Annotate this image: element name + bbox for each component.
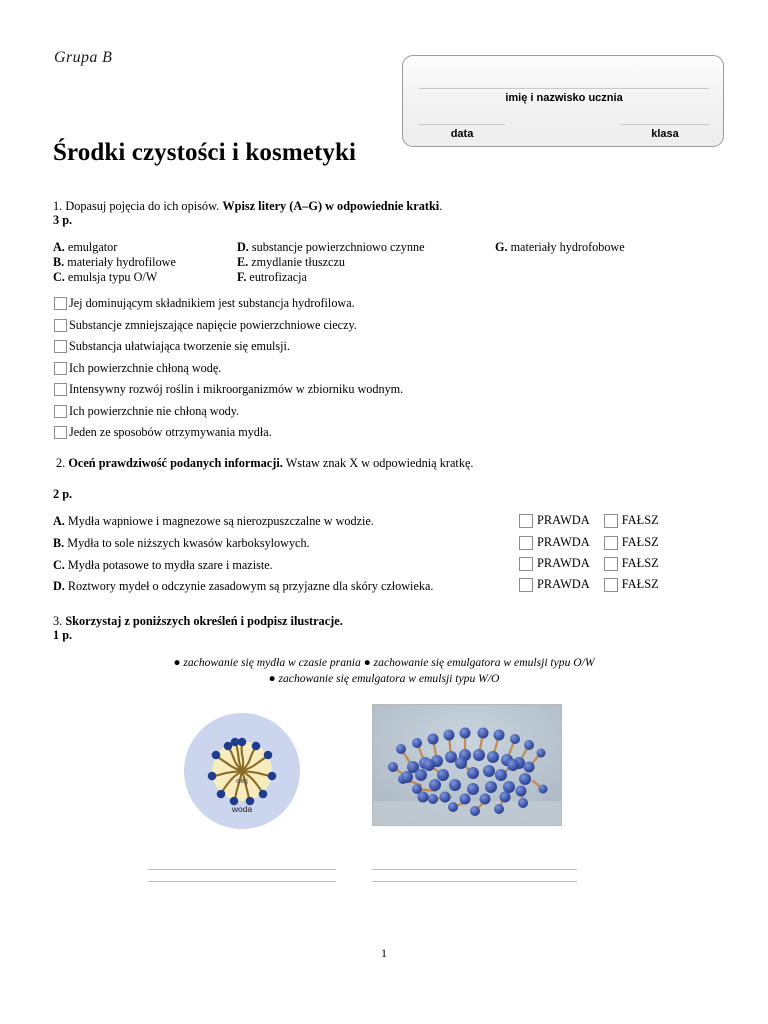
- q1-answer-checkbox-2[interactable]: [54, 319, 67, 332]
- q1-option-e-text: zmydlanie tłuszczu: [251, 255, 345, 269]
- q1-option-b-text: materiały hydrofilowe: [67, 255, 176, 269]
- answer-line-right-1[interactable]: [372, 869, 577, 870]
- q2-false-checkbox-a[interactable]: [604, 514, 618, 528]
- q2-true-label-d: PRAWDA: [537, 577, 590, 591]
- q1-description-text-2: Substancje zmniejszające napięcie powierzchniowe cieczy.: [69, 317, 357, 332]
- q1-answer-checkbox-5[interactable]: [54, 383, 67, 396]
- q2-statement-a-key: A.: [53, 514, 65, 528]
- q1-description-row: [54, 379, 403, 401]
- q2-statement-d-text: Roztwory mydeł o odczynie zasadowym są przyjazne dla skóry człowieka.: [67, 579, 434, 593]
- q2-answer-row-a: [519, 513, 673, 528]
- q2-statement-a: [53, 514, 374, 529]
- q1-description-text-5: Intensywny rozwój roślin i mikroorganizmów w zbiorniku wodnym.: [69, 382, 404, 397]
- q1-description-text-7: Jeden ze sposobów otrzymywania mydła.: [69, 425, 272, 440]
- group-label: Grupa B: [54, 49, 113, 66]
- q3-number: 3.: [53, 614, 63, 628]
- student-id-box: [402, 55, 724, 147]
- class-field-label: klasa: [651, 128, 679, 140]
- q2-true-checkbox-c[interactable]: [519, 557, 533, 571]
- q1-option-d: [237, 240, 425, 256]
- q2-false-label-a: FAŁSZ: [621, 513, 659, 527]
- answer-line-right-2[interactable]: [372, 881, 577, 882]
- q2-false-checkbox-b[interactable]: [604, 536, 618, 550]
- q1-option-g: [495, 240, 625, 256]
- q2-answer-row-c: [519, 556, 673, 571]
- q2-true-checkbox-a[interactable]: [519, 514, 533, 528]
- molecular-model-svg: [373, 705, 562, 826]
- q2-statement-c-text: Mydła potasowe to mydła szare i maziste.: [67, 558, 273, 572]
- date-field-label: data: [450, 128, 474, 140]
- q1-option-g-text: materiały hydrofobowe: [510, 240, 625, 254]
- q1-prompt-bold: Wpisz litery (A–G) w odpowiednie kratki: [222, 199, 440, 213]
- q1-description-row: [54, 401, 403, 423]
- name-write-line[interactable]: [419, 88, 709, 89]
- q1-description-text-4: Ich powierzchnie chłoną wodę.: [69, 360, 222, 375]
- q2-false-checkbox-c[interactable]: [604, 557, 618, 571]
- q1-option-f-text: eutrofizacja: [249, 270, 307, 284]
- q2-statement-d: [53, 579, 433, 594]
- bullet-icon: ●: [173, 656, 181, 669]
- date-write-line[interactable]: [419, 124, 505, 125]
- q2-true-label-a: PRAWDA: [537, 513, 590, 527]
- q1-points: 3 p.: [53, 213, 73, 227]
- q1-description-text-3: Substancja ułatwiająca tworzenie się emulsji.: [69, 339, 290, 354]
- q1-description-row: [54, 422, 403, 444]
- q2-true-checkbox-b[interactable]: [519, 536, 533, 550]
- micelle-svg: [184, 713, 300, 829]
- q2-number: 2.: [56, 456, 66, 470]
- q1-description-row: [54, 358, 403, 380]
- q1-description-row: [54, 293, 403, 315]
- q2-true-label-c: PRAWDA: [537, 556, 590, 570]
- q1-option-a: [53, 240, 117, 256]
- q1-answer-checkbox-7[interactable]: [54, 426, 67, 439]
- q3-choice-2: zachowanie się emulgatora w emulsji typu O/W: [373, 656, 595, 669]
- question-2-prompt: [56, 455, 474, 471]
- answer-line-left-2[interactable]: [148, 881, 336, 882]
- q2-answer-row-d: [519, 577, 673, 592]
- q3-points: 1 p.: [53, 628, 73, 642]
- q2-statement-c-key: C.: [53, 558, 65, 572]
- q1-description-text-1: Jej dominującym składnikiem jest substancja hydrofilowa.: [69, 296, 355, 311]
- answer-line-left-1[interactable]: [148, 869, 336, 870]
- q1-option-a-key: A.: [53, 240, 65, 254]
- q1-answer-checkbox-1[interactable]: [54, 297, 67, 310]
- question-3-prompt: [53, 613, 343, 629]
- bullet-icon: ●: [268, 672, 276, 685]
- q1-option-a-text: emulgator: [67, 240, 118, 254]
- q1-option-f: [237, 270, 307, 286]
- q2-statement-d-key: D.: [53, 579, 65, 593]
- q3-choice-1: zachowanie się mydła w czasie prania: [183, 656, 361, 669]
- q1-prompt-plain: Dopasuj pojęcia do ich opisów.: [65, 199, 220, 213]
- q2-false-label-d: FAŁSZ: [621, 577, 659, 591]
- q1-option-f-key: F.: [237, 270, 247, 284]
- q2-false-checkbox-d[interactable]: [604, 578, 618, 592]
- q3-choice-line-2: [0, 671, 768, 687]
- photo-surface: [373, 801, 562, 826]
- q2-true-label-b: PRAWDA: [537, 535, 590, 549]
- q2-false-label-b: FAŁSZ: [621, 535, 659, 549]
- name-field-label: imię i nazwisko ucznia: [505, 92, 623, 104]
- q2-statement-b: [53, 536, 310, 551]
- q2-true-checkbox-d[interactable]: [519, 578, 533, 592]
- q2-answer-row-b: [519, 535, 673, 550]
- q1-description-text-6: Ich powierzchnie nie chłoną wody.: [69, 403, 240, 418]
- q1-option-c-key: C.: [53, 270, 65, 284]
- q1-option-d-text: substancje powierzchniowo czynne: [251, 240, 425, 254]
- q2-prompt-plain: Wstaw znak X w odpowiednią kratkę.: [285, 456, 474, 470]
- q1-option-c: [53, 270, 157, 286]
- bullet-icon: ●: [363, 656, 371, 669]
- q1-option-c-text: emulsja typu O/W: [67, 270, 158, 284]
- water-phase-label: woda: [231, 804, 253, 814]
- q1-prompt-end: .: [439, 199, 443, 213]
- q2-statement-b-text: Mydła to sole niższych kwasów karboksylowych.: [67, 536, 310, 550]
- q1-answer-checkbox-6[interactable]: [54, 405, 67, 418]
- q1-option-b: [53, 255, 176, 271]
- q2-statement-b-key: B.: [53, 536, 65, 550]
- q1-description-row: [54, 336, 403, 358]
- q1-description-list: [54, 293, 403, 444]
- q2-points: 2 p.: [53, 487, 73, 501]
- q3-choice-3: zachowanie się emulgatora w emulsji typu W/O: [278, 672, 500, 685]
- class-write-line[interactable]: [621, 124, 709, 125]
- q1-answer-checkbox-3[interactable]: [54, 340, 67, 353]
- q1-option-b-key: B.: [53, 255, 65, 269]
- page-number: 1: [381, 946, 387, 960]
- q1-option-g-key: G.: [495, 240, 508, 254]
- q3-choice-list: [0, 655, 768, 687]
- page-title: Środki czystości i kosmetyki: [53, 139, 357, 166]
- q3-choice-line-1: [0, 655, 768, 671]
- molecular-model-photo: [372, 704, 562, 826]
- q1-option-d-key: D.: [237, 240, 249, 254]
- q2-false-label-c: FAŁSZ: [621, 556, 659, 570]
- q3-prompt-bold: Skorzystaj z poniższych określeń i podpisz ilustracje.: [65, 614, 343, 628]
- question-1-prompt: [53, 198, 442, 214]
- q2-statement-a-text: Mydła wapniowe i magnezowe są nierozpuszczalne w wodzie.: [67, 514, 374, 528]
- q2-prompt-bold: Oceń prawdziwość podanych informacji.: [68, 456, 283, 470]
- q1-option-e: [237, 255, 345, 271]
- micelle-diagram: [184, 713, 300, 829]
- q2-statement-c: [53, 558, 273, 573]
- q1-option-e-key: E.: [237, 255, 249, 269]
- q1-number: 1.: [53, 199, 63, 213]
- q1-description-row: [54, 315, 403, 337]
- oil-phase-label: olej: [236, 776, 248, 785]
- q1-answer-checkbox-4[interactable]: [54, 362, 67, 375]
